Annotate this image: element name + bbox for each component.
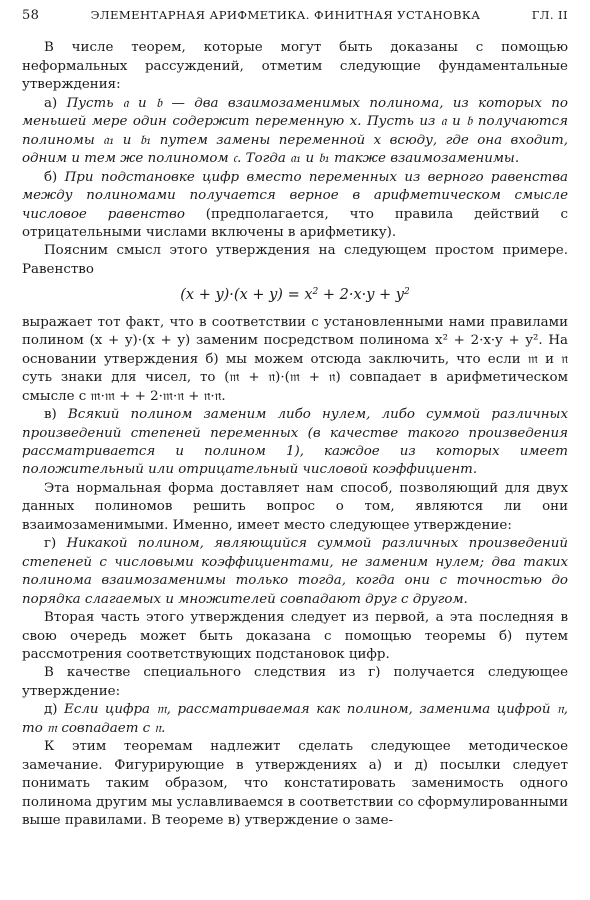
equation-exponent-2: 2 — [404, 287, 410, 298]
statement-b-label: б) — [44, 169, 58, 185]
paragraph-remark: К этим теоремам надлежит сделать следующее методическое замечание. Фигурирующие в утверждениях а) и д) посылки следует понимать таким образом, что констатировать заменимость одного полинома другим мы уславливаемся в соответствии со сформулированными выше правилами. В теореме в) утверждение о заме- — [22, 739, 569, 829]
statement-b-normal: (предполагается, что правила действий с отрицательными числами включены в арифметику). — [22, 206, 568, 240]
statement-a — [22, 95, 568, 169]
chapter-label: ГЛ. II — [531, 8, 568, 22]
statement-v-label: в) — [44, 407, 57, 423]
statement-g-text: Никакой полином, являющийся суммой различных произведений степеней с числовыми коэффициентами, не заменим нулем; два таких полинома взаимозаменимы только тогда, когда они с точностью до порядка слагаемых и множителей совпадают друг с другом. — [22, 536, 568, 607]
statement-b — [22, 169, 568, 243]
paragraph-explanation: выражает тот факт, что в соответствии с установленными нами правилами полином (x + y)·(x + y) заменим посредством полинома x² + 2·x·y + y². На основании утверждения б) мы можем отсюда заключить, что если 𝔪 и 𝔫 суть знаки для чисел, то (𝔪 + 𝔫)·(𝔪 + 𝔫) совпадает в арифметическом смысле с 𝔪·𝔪 + + 2·𝔪·𝔫 + 𝔫·𝔫. — [22, 314, 568, 404]
statement-b-italic: При подстановке цифр вместо переменных из верного равенства между полиномами получается верное в арифметическом смысле числовое равенство — [22, 169, 568, 222]
statement-g — [22, 535, 568, 609]
statement-v-text: Всякий полином заменим либо нулем, либо суммой различных произведений степеней переменных (в качестве такого произведения рассматривается и полином 1), каждое из которых имеет положительный или отрицательный числовой коэффициент. — [22, 407, 568, 478]
page-number: 58 — [22, 8, 40, 23]
statement-d-text: Если цифра 𝔪, рассматриваемая как полином, заменима цифрой 𝔫, то 𝔪 совпадает с 𝔫. — [22, 702, 568, 736]
statement-a-text: Пусть 𝔞 и 𝔟 — два взаимозаменимых полинома, из которых по меньшей мере один содержит переменную x. Пусть из 𝔞 и 𝔟 получаются полиномы 𝔞₁ и 𝔟₁ путем замены переменной x всюду, где она входит, одним и тем же полиномом 𝔠. Тогда 𝔞₁ и 𝔟₁ также взаимозаменимы. — [22, 95, 568, 167]
equation-left: (x + y)·(x + y) = x — [180, 287, 313, 304]
running-title: ЭЛЕМЕНТАРНАЯ АРИФМЕТИКА. ФИНИТНАЯ УСТАНОВКА — [90, 8, 481, 22]
equation-middle: + 2·x·y + y — [318, 287, 404, 304]
paragraph-intro: В числе теорем, которые могут быть доказаны с помощью неформальных рассуждений, отметим следующие фундаментальные утверждения: — [22, 40, 568, 93]
paragraph-example: Поясним смысл этого утверждения на следующем простом примере. Равенство — [22, 243, 568, 277]
statement-g-label: г) — [44, 536, 57, 552]
paragraph-normal-form: Эта нормальная форма доставляет нам способ, позволяющий для двух данных полиномов решить вопрос о том, являются ли они взаимозаменимыми. Именно, имеет место следующее утверждение: — [22, 480, 568, 533]
statement-a-label: а) — [44, 95, 58, 111]
paragraph-corollary: В качестве специального следствия из г) получается следующее утверждение: — [22, 665, 568, 699]
statement-d — [22, 701, 568, 738]
statement-v — [22, 406, 568, 480]
paragraph-second-part: Вторая часть этого утверждения следует из первой, а эта последняя в свою очередь может быть доказана с помощью теоремы б) путем рассмотрения соответствующих подстановок цифр. — [22, 610, 568, 662]
statement-d-label: д) — [44, 702, 58, 718]
running-header — [22, 6, 568, 25]
equation-exponent-1: 2 — [312, 287, 319, 298]
equation — [22, 286, 568, 304]
